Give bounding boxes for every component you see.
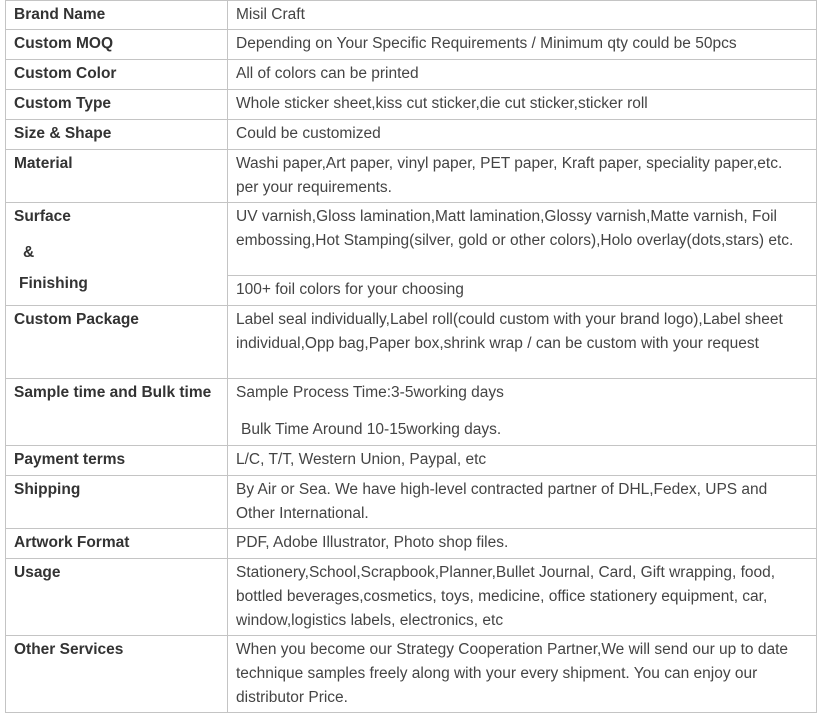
table-row — [6, 559, 817, 636]
row-key: Other Services — [6, 636, 228, 713]
row-value: By Air or Sea. We have high-level contracted partner of DHL,Fedex, UPS and Other International. — [228, 476, 817, 529]
table-row — [6, 1, 817, 30]
row-value: Could be customized — [228, 120, 817, 150]
row-key: Brand Name — [6, 1, 228, 30]
spacer — [236, 405, 808, 418]
row-value: Sample Process Time:3-5working days — [236, 384, 504, 401]
table-row — [6, 476, 817, 529]
row-key: Sample time and Bulk time — [6, 379, 228, 446]
table-row — [6, 90, 817, 120]
table-row — [6, 379, 817, 446]
row-key: Custom Package — [6, 306, 228, 379]
table-row — [6, 30, 817, 60]
table-row — [6, 636, 817, 713]
row-key: Artwork Format — [6, 529, 228, 559]
row-value: UV varnish,Gloss lamination,Matt lamination,Glossy varnish,Matte varnish, Foil embossing,Hot Stamping(silver, gold or other colors),Holo overlay(dots,stars) etc. — [228, 203, 817, 276]
table-row — [6, 446, 817, 476]
row-key-line: Surface — [14, 208, 71, 225]
row-value: PDF, Adobe Illustrator, Photo shop files. — [228, 529, 817, 559]
row-key: Payment terms — [6, 446, 228, 476]
row-key: Size & Shape — [6, 120, 228, 150]
spec-table — [5, 0, 817, 713]
row-value: All of colors can be printed — [228, 60, 817, 90]
row-value-group — [228, 379, 817, 446]
row-value: Misil Craft — [228, 1, 817, 30]
table-row — [6, 120, 817, 150]
row-value: When you become our Strategy Cooperation Partner,We will send our up to date technique samples freely along with your every shipment. You can enjoy our distributor Price. — [228, 636, 817, 713]
row-value: Depending on Your Specific Requirements / Minimum qty could be 50pcs — [228, 30, 817, 60]
row-key-line: Finishing — [19, 275, 88, 292]
table-row — [6, 529, 817, 559]
row-value: Washi paper,Art paper, vinyl paper, PET paper, Kraft paper, speciality paper,etc. per your requirements. — [228, 150, 817, 203]
row-key-line: & — [23, 244, 35, 261]
row-key: Material — [6, 150, 228, 203]
row-value: Stationery,School,Scrapbook,Planner,Bullet Journal, Card, Gift wrapping, food, bottled beverages,cosmetics, toys, medicine, office stationery equipment, car, window,logistics labels, electronics, etc — [228, 559, 817, 636]
row-value: Whole sticker sheet,kiss cut sticker,die cut sticker,sticker roll — [228, 90, 817, 120]
row-key: Custom Color — [6, 60, 228, 90]
row-value: L/C, T/T, Western Union, Paypal, etc — [228, 446, 817, 476]
row-key: Usage — [6, 559, 228, 636]
row-value-secondary: 100+ foil colors for your choosing — [228, 276, 817, 306]
row-key: Shipping — [6, 476, 228, 529]
table-row — [6, 306, 817, 379]
table-row — [6, 203, 817, 276]
table-row — [6, 150, 817, 203]
row-key: Custom Type — [6, 90, 228, 120]
table-row — [6, 60, 817, 90]
row-value: Label seal individually,Label roll(could custom with your brand logo),Label sheet individual,Opp bag,Paper box,shrink wrap / can be custom with your request — [228, 306, 817, 379]
row-key — [6, 203, 228, 306]
row-key: Custom MOQ — [6, 30, 228, 60]
row-value-secondary: Bulk Time Around 10-15working days. — [241, 421, 502, 438]
